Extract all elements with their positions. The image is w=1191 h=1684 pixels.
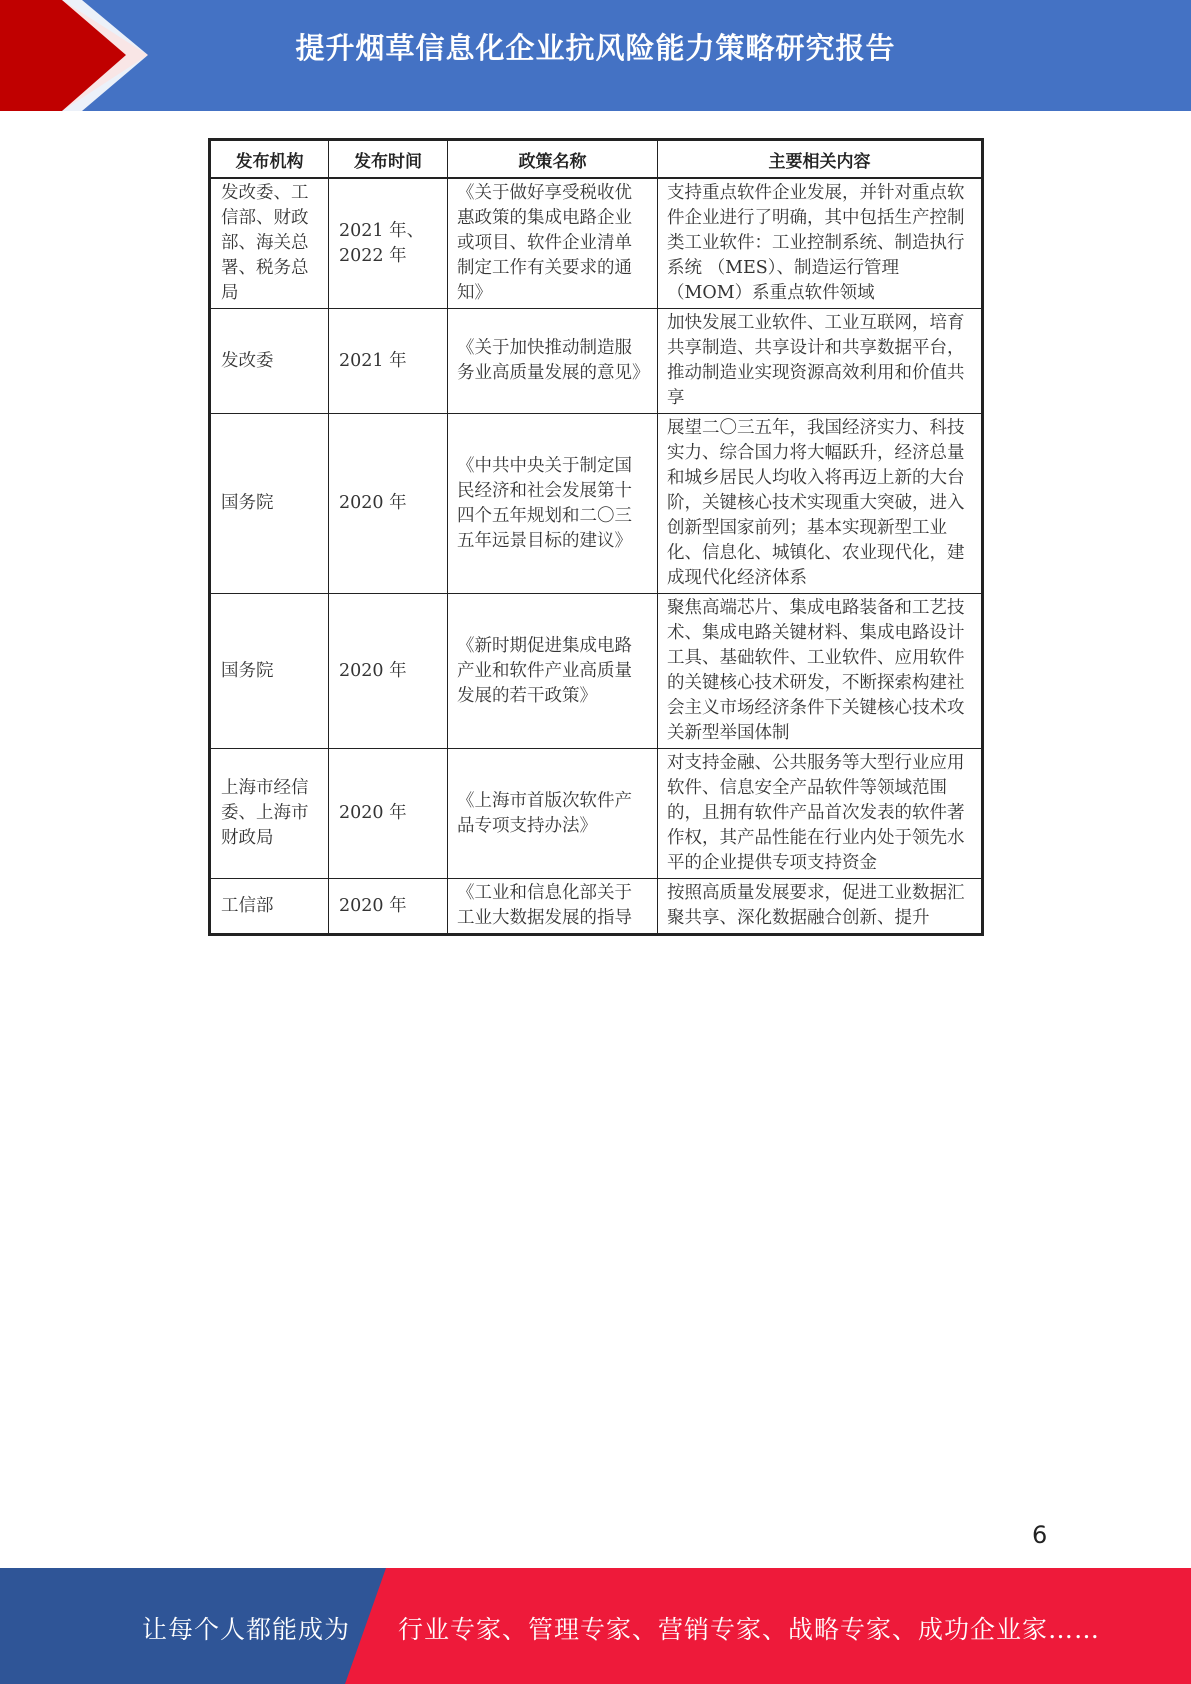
cell-policy: 《关于做好享受税收优惠政策的集成电路企业或项目、软件企业清单制定工作有关要求的通知》 — [448, 178, 658, 309]
report-title: 提升烟草信息化企业抗风险能力策略研究报告 — [295, 31, 896, 65]
cell-institution: 上海市经信委、上海市财政局 — [210, 749, 329, 879]
cell-content: 展望二〇三五年，我国经济实力、科技实力、综合国力将大幅跃升，经济总量和城乡居民人均收入将再迈上新的大台阶，关键核心技术实现重大突破，进入创新型国家前列；基本实现新型工业化、信息化、城镇化、农业现代化，建成现代化经济体系 — [658, 414, 983, 594]
cell-content: 聚焦高端芯片、集成电路装备和工艺技术、集成电路关键材料、集成电路设计工具、基础软件、工业软件、应用软件的关键核心技术研发，不断探索构建社会主义市场经济条件下关键核心技术攻关新型举国体制 — [658, 594, 983, 749]
content-text-clipped: 按照高质量发展要求，促进工业数据汇聚共享、深化数据融合创新、提升 — [667, 883, 965, 928]
cell-policy: 《关于加快推动制造服务业高质量发展的意见》 — [448, 309, 658, 414]
policy-text-clipped: 《工业和信息化部关于工业大数据发展的指导 — [457, 883, 632, 928]
cell-time: 2021 年、2022 年 — [329, 178, 448, 309]
page-number: 6 — [1032, 1521, 1048, 1549]
cell-content: 对支持金融、公共服务等大型行业应用软件、信息安全产品软件等领域范围的，且拥有软件产品首次发表的软件著作权，其产品性能在行业内处于领先水平的企业提供专项支持资金 — [658, 749, 983, 879]
table-row — [210, 749, 983, 879]
cell-content: 支持重点软件企业发展，并针对重点软件企业进行了明确，其中包括生产控制类工业软件：工业控制系统、制造执行系统 （MES）、制造运行管理（MOM）系重点软件领域 — [658, 178, 983, 309]
cell-content — [658, 879, 983, 935]
page-footer — [0, 1568, 1191, 1684]
cell-time: 2020 年 — [329, 749, 448, 879]
page-header — [0, 0, 1191, 111]
cell-time: 2020 年 — [329, 879, 448, 935]
column-header-content: 主要相关内容 — [658, 140, 983, 179]
table-row — [210, 309, 983, 414]
footer-slogan-right: 行业专家、管理专家、营销专家、战略专家、成功企业家…… — [398, 1615, 1101, 1644]
policy-table-container — [208, 138, 981, 936]
table-row — [210, 594, 983, 749]
column-header-policy: 政策名称 — [448, 140, 658, 179]
column-header-time: 发布时间 — [329, 140, 448, 179]
cell-institution: 发改委 — [210, 309, 329, 414]
cell-policy: 《新时期促进集成电路产业和软件产业高质量发展的若干政策》 — [448, 594, 658, 749]
policy-table — [208, 138, 984, 936]
table-header-row — [210, 140, 983, 179]
table-row — [210, 178, 983, 309]
cell-policy: 《中共中央关于制定国民经济和社会发展第十四个五年规划和二〇三五年远景目标的建议》 — [448, 414, 658, 594]
column-header-institution: 发布机构 — [210, 140, 329, 179]
cell-policy — [448, 879, 658, 935]
cell-institution: 国务院 — [210, 594, 329, 749]
cell-time: 2020 年 — [329, 414, 448, 594]
table-row — [210, 879, 983, 935]
footer-slogan-left: 让每个人都能成为 — [142, 1615, 351, 1644]
table-row — [210, 414, 983, 594]
cell-time: 2021 年 — [329, 309, 448, 414]
cell-institution: 发改委、工信部、财政部、海关总署、税务总局 — [210, 178, 329, 309]
cell-institution: 工信部 — [210, 879, 329, 935]
cell-time: 2020 年 — [329, 594, 448, 749]
cell-content: 加快发展工业软件、工业互联网，培育共享制造、共享设计和共享数据平台，推动制造业实现资源高效利用和价值共享 — [658, 309, 983, 414]
cell-policy: 《上海市首版次软件产品专项支持办法》 — [448, 749, 658, 879]
cell-institution: 国务院 — [210, 414, 329, 594]
